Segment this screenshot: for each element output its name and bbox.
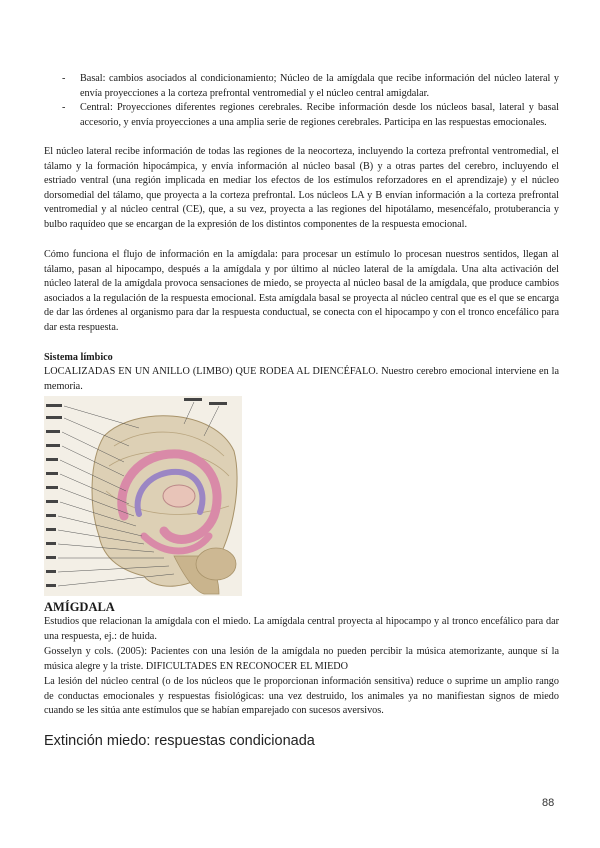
- bullet-dash: -: [62, 102, 66, 114]
- heading-sistema-limbico: Sistema límbico: [44, 352, 113, 363]
- bullet-central: [62, 101, 559, 130]
- fear-recognition-emphasis: DIFICULTADES EN RECONOCER EL MIEDO: [145, 660, 349, 672]
- bullet-dash: -: [62, 73, 66, 84]
- limbic-system-illustration: [44, 396, 242, 596]
- heading-amigdala: AMÍGDALA: [44, 600, 115, 614]
- bullet-basal: [62, 72, 559, 101]
- paragraph-flujo-informacion: Cómo funciona el flujo de información en la amígdala: para procesar un estímulo lo procesan nuestros sentidos, llegan al tálamo, pasan al hipocampo, después a la amígdala y por último al núcleo lateral de la amígdala. Una alta activación del núcleo lateral de la amígdala provoca sensaciones de miedo, se proyecta al núcleo basal de la amígdala, que produce cambios asociados a la regulación de la respuesta emocional. Esta amígdala basal se proyecta al núcleo central que es el que se encarga de dar las órdenes al organismo para dar la respuesta conductual, se conecta con el hipocampo y con el tronco encefálico para dar esta respuesta.: [44, 249, 559, 333]
- paragraph-nucleo-lateral: El núcleo lateral recibe información de todas las regiones de la neocorteza, incluyendo la corteza prefrontal ventromedial, el tálamo y la formación hipocámpica, y envía información al núcleo basal (B) y a otras partes del cerebro, incluyendo el estriado ventral (una región implicada en mediar los efectos de los estímulos reforzadores en el aprendizaje) y el núcleo dorsomedial del tálamo, que proyecta a la corteza prefrontal. Los núcleos LA y B envían información a la corteza prefrontal ventromedial y al núcleo central (CE), que, a su vez, proyecta a las regiones del hipotálamo, mesencéfalo, protuberancia y bulbo raquídeo que se encargan de la expresión de los distintos componentes de la respuesta emocional.: [44, 146, 559, 230]
- page-number: 88: [542, 797, 555, 809]
- bullet-list: [62, 72, 559, 130]
- bullet-text: Central: Proyecciones diferentes regiones cerebrales. Recibe información desde los núcleos basal, lateral y basal accesorio, y envía proyecciones a una amplia serie de regiones cerebrales. Participa en las respuestas emocionales.: [80, 102, 559, 128]
- subtitle-extincion-miedo: Extinción miedo: respuestas condicionada: [44, 733, 315, 749]
- amygdala-paragraph-1: Estudios que relacionan la amígdala con el miedo. La amígdala central proyecta al hipocampo y al tronco encefálico para dar una respuesta, ej.: de huida.: [44, 616, 559, 642]
- bullet-text: Basal: cambios asociados al condicionamiento; Núcleo de la amígdala que recibe información del núcleo lateral y envía proyecciones a la corteza prefrontal ventromedial y el núcleo central amigdalar.: [80, 73, 559, 99]
- amygdala-paragraph-2: [44, 645, 559, 674]
- amygdala-paragraph-3: La lesión del núcleo central (o de los núcleos que le proporcionan información sensitiva) reduce o suprime un amplio rango de conductas emocionales y respuestas fisiológicas: una vez destruido, los animales ya no manifiestan signos de miedo cuando se les sitúa ante estímulos que se habían emparejado con sucesos aversivos.: [44, 676, 559, 717]
- limbic-description: LOCALIZADAS EN UN ANILLO (LIMBO) QUE RODEA AL DIENCÉFALO. Nuestro cerebro emocional interviene en la memoria.: [44, 366, 559, 392]
- gosselyn-study: Gosselyn y cols. (2005): Pacientes con una lesión de la amígdala no pueden percibir la música atemorizante, aunque sí la música alegre y la triste.: [44, 646, 559, 672]
- limbic-system-drawing: [44, 396, 242, 596]
